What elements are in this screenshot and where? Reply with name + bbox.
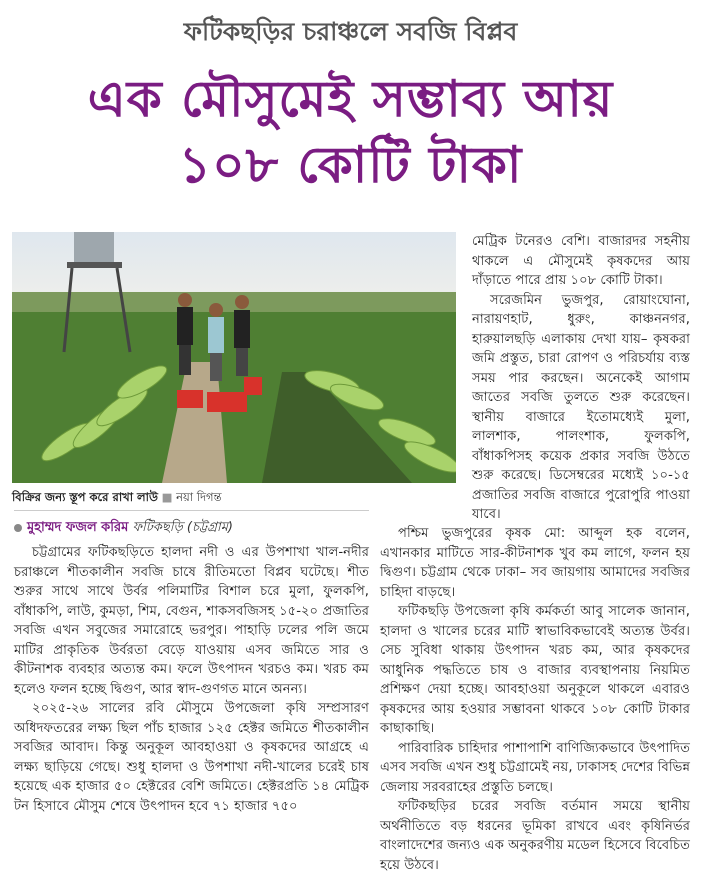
column-left <box>14 543 369 816</box>
paragraph: মেট্রিক টনেরও বেশি। বাজারদর সহনীয় থাকলে এ মৌসুমেই কৃষকদের আয় দাঁড়াতে পারে প্রায় ১০৮ কোটি টাকা। <box>472 234 690 288</box>
caption-separator-icon: ■ <box>161 490 173 504</box>
paragraph: পারিবারিক চাহিদার পাশাপাশি বাণিজ্যিকভাবে উৎপাদিত এসব সবজি এখন শুধু চট্টগ্রামেই নয়, ঢাকাসহ দেশের বিভিন্ন জেলায় সরবরাহের প্রস্তুতি চলছে। <box>380 740 690 795</box>
paragraph: পশ্চিম ভুজপুরের কৃষক মো: আব্দুল হক বলেন, এখানকার মাটিতে সার-কীটনাশক খুব কম লাগে, ফলন হয় দ্বিগুণ। চট্টগ্রাম থেকে ঢাকা– সব জায়গায় আমাদের সবজির চাহিদা বাড়ছে। <box>380 526 690 600</box>
article-photo <box>12 232 456 483</box>
divider <box>14 510 369 511</box>
headline-line-2: ১০৮ কোটি টাকা <box>178 136 523 194</box>
photo-caption <box>12 489 456 508</box>
byline-name: মুহাম্মদ ফজল করিম <box>27 520 129 535</box>
column-top-right <box>472 232 690 525</box>
byline <box>14 518 374 539</box>
paragraph: ফটিকছড়ি উপজেলা কৃষি কর্মকর্তা আবু সালেক জানান, হালদা ও খালের চরের মাটি স্বাভাবিকভাবেই অত্যন্ত উর্বর। সেচ সুবিধা থাকায় উৎপাদন খরচ কম, আর কৃষকদের আধুনিক পদ্ধতিতে চাষ ও বাজার ব্যবস্থাপনায় নিয়মিত প্রশিক্ষণ দেয়া হচ্ছে। আবহাওয়া অনুকূলে থাকলে এবারও কৃষকদের আয় হওয়ার সম্ভাবনা থাকবে ১০৮ কোটি টাকার কাছাকাছি। <box>380 604 690 736</box>
bullet-icon <box>14 524 22 532</box>
paragraph: ফটিকছড়ির চরের সবজি বর্তমান সময়ে স্থানীয় অর্থনীতিতে বড় ধরনের ভূমিকা রাখবে এবং কৃষিনির্ভর বাংলাদেশের জন্যও এক অনুকরণীয় মডেল হিসেবে বিবেচিত হয়ে উঠবে। <box>380 799 691 873</box>
paragraph: সরেজমিন ভুজপুর, রোয়াংঘোনা, নারায়ণহাট, ধুরুং, কাঞ্চননগর, হারুয়ালছড়ি এলাকায় দেখা যায়– কৃষকরা জমি প্রস্তুত, চারা রোপণ ও পরিচর্যায় ব্যস্ত সময় পার করছেন। অনেকেই আগাম জাতের সবজি তুলতে শুরু করেছেন। স্থানীয় বাজারে ইতোমধ্যেই মুলা, লালশাক, পালংশাক, ফুলকপি, বাঁধাকপিসহ কয়েক প্রকার সবজি উঠতে শুরু করেছে। ডিসেম্বরের মধ্যেই ১০-১৫ প্রজাতির সবজি বাজারে পুরোপুরি পাওয়া যাবে। <box>472 292 690 522</box>
paragraph: চট্টগ্রামের ফটিকছড়িতে হালদা নদী ও এর উপশাখা খাল-নদীর চরাঞ্চলে শীতকালীন সবজি চাষে রীতিমতো বিপ্লব ঘটেছে। শীত শুরুর সাথে সাথে উর্বর পলিমাটির বিশাল চরে মুলা, ফুলকপি, বাঁধাকপি, লাউ, কুমড়া, শিম, বেগুন, শাকসবজিসহ ১৫-২০ প্রজাতির সবজি এখন সবুজের সমারোহে ভরপুর। পাহাড়ি ঢলের পলি জমে মাটির প্রাকৃতিক উর্বরতা বেড়ে যাওয়ায় এসব জমিতে সার ও কীটনাশক ব্যবহার অত্যন্ত কম। ফলে উৎপাদন খরচও কম। খরচ কম হলেও ফলন হচ্ছে দ্বিগুণ, আর স্বাদ-গুণগত মানে অনন্য। <box>14 545 369 697</box>
vegetable-field-illustration <box>12 232 456 483</box>
paragraph: ২০২৫-২৬ সালের রবি মৌসুমে উপজেলা কৃষি সম্প্রসারণ অধিদফতরের লক্ষ্য ছিল পাঁচ হাজার ১২৫ হেক্টর জমিতে শীতকালীন সবজির আবাদ। কিন্তু অনুকূল আবহাওয়া ও কৃষকদের আগ্রহে এ লক্ষ্য ছাড়িয়ে গেছে। শুধু হালদা ও উপশাখা নদী-খালের চরেই চাষ হয়েছে এক হাজার ৫০ হেক্টরের বেশি জমিতে। হেক্টরপ্রতি ১৪ মেট্রিক টন হিসাবে মৌসুম শেষে উৎপাদন হবে ৭১ হাজার ৭৫০ <box>14 701 369 814</box>
headline-line-1: এক মৌসুমেই সম্ভাব্য আয় <box>87 70 614 128</box>
caption-credit: নয়া দিগন্ত <box>176 490 222 504</box>
byline-place: ফটিকছড়ি (চট্টগ্রাম) <box>132 520 233 535</box>
caption-text: বিক্রির জন্য স্তূপ করে রাখা লাউ <box>12 490 158 504</box>
column-bottom-right <box>380 524 690 875</box>
article-kicker: ফটিকছড়ির চরাঞ্চলে সবজি বিপ্লব <box>183 17 518 46</box>
